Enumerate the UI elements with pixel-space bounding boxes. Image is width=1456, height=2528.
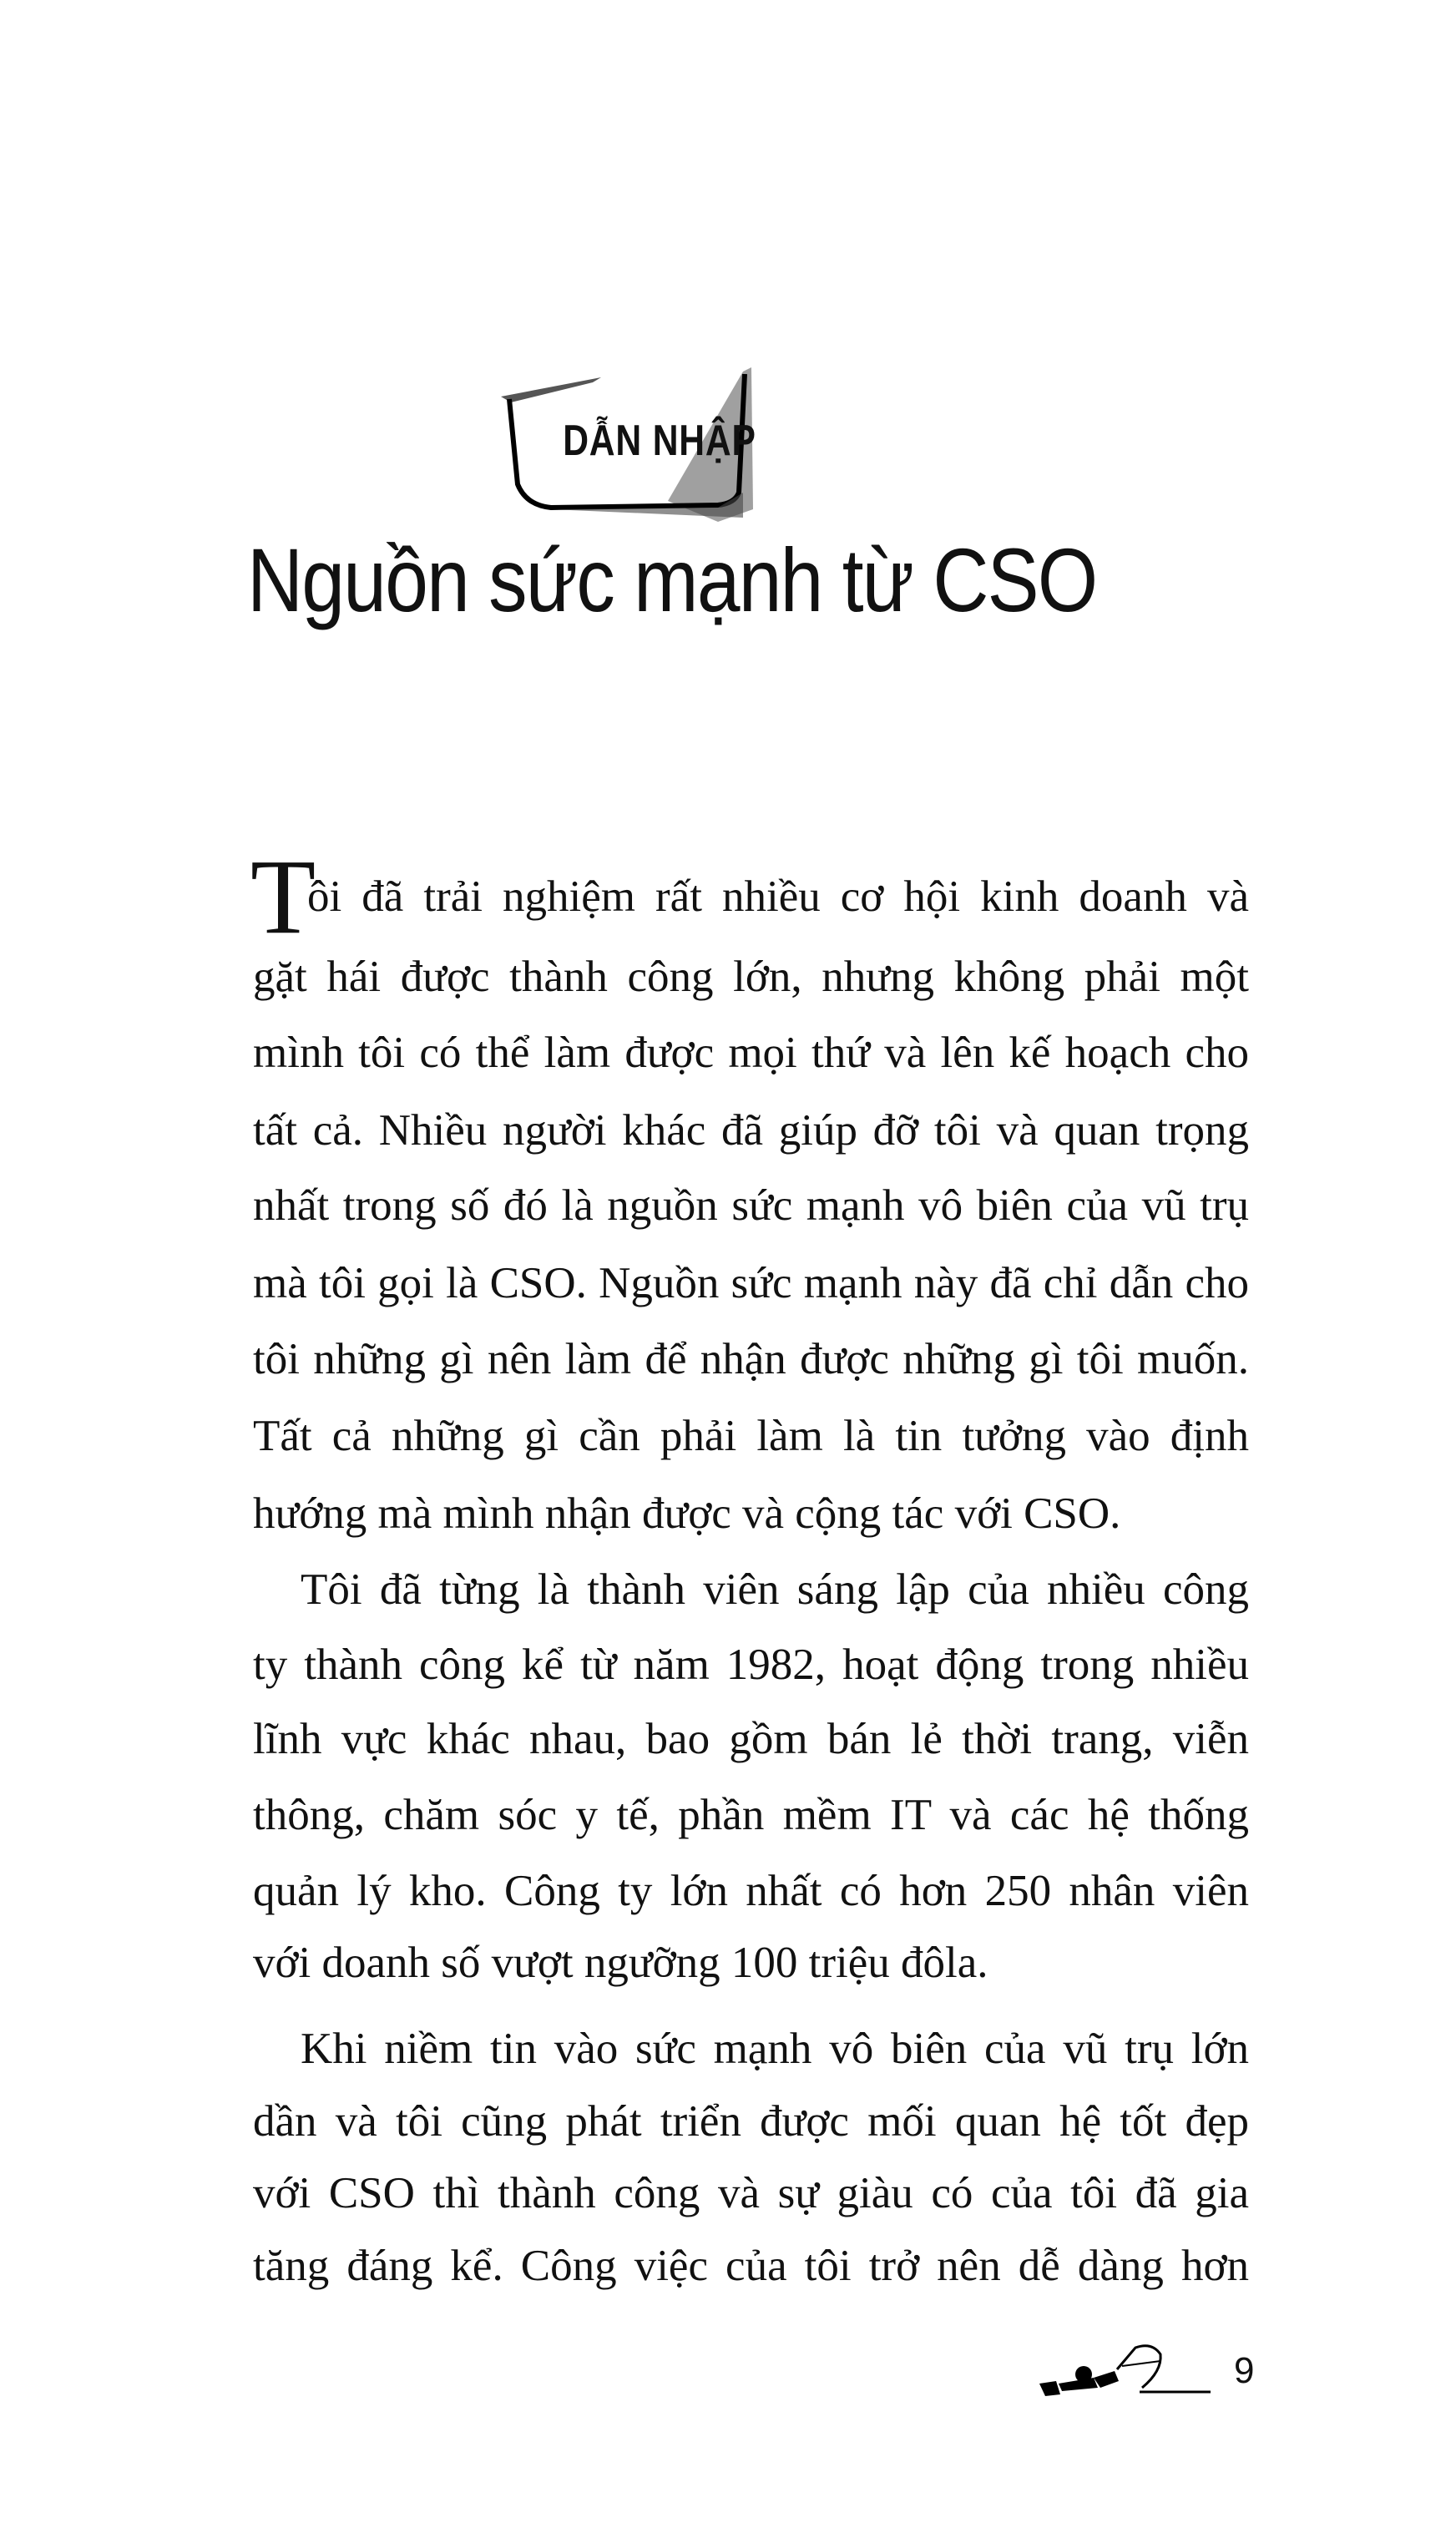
- text-line: Khi niềm tin vào sức mạnh vô biên của vũ trụ lớn: [301, 2025, 1249, 2073]
- text-line: gặt hái được thành công lớn, nhưng không phải một: [253, 953, 1249, 1001]
- chapter-title: Nguồn sức mạnh từ CSO: [247, 529, 1097, 630]
- drop-cap: T: [250, 837, 316, 956]
- text-line: ty thành công kể từ năm 1982, hoạt động trong nhiều: [253, 1641, 1249, 1689]
- text-line: tất cả. Nhiều người khác đã giúp đỡ tôi và quan trọng: [253, 1106, 1249, 1155]
- text-line: Tất cả những gì cần phải làm là tin tưởng vào định: [253, 1412, 1249, 1460]
- text-line: ôi đã trải nghiệm rất nhiều cơ hội kinh doanh và: [307, 872, 1249, 921]
- text-line: với doanh số vượt ngưỡng 100 triệu đôla.: [253, 1939, 988, 1987]
- text-line: nhất trong số đó là nguồn sức mạnh vô biên của vũ trụ: [253, 1181, 1249, 1230]
- text-line: tôi những gì nên làm để nhận được những gì tôi muốn.: [253, 1335, 1249, 1383]
- text-line: lĩnh vực khác nhau, bao gồm bán lẻ thời trang, viễn: [253, 1715, 1249, 1763]
- text-line: với CSO thì thành công và sự giàu có của tôi đã gia: [253, 2169, 1249, 2217]
- text-line: dần và tôi cũng phát triển được mối quan hệ tốt đẹp: [253, 2097, 1249, 2146]
- chapter-badge: [493, 367, 843, 526]
- text-line: mình tôi có thể làm được mọi thứ và lên kế hoạch cho: [253, 1029, 1249, 1077]
- text-line: thông, chăm sóc y tế, phần mềm IT và các hệ thống: [253, 1791, 1249, 1839]
- text-line: hướng mà mình nhận được và cộng tác với CSO.: [253, 1489, 1121, 1538]
- text-line: Tôi đã từng là thành viên sáng lập của nhiều công: [301, 1565, 1249, 1614]
- text-line: tăng đáng kể. Công việc của tôi trở nên dễ dàng hơn: [253, 2242, 1249, 2290]
- text-line: mà tôi gọi là CSO. Nguồn sức mạnh này đã chỉ dẫn cho: [253, 1259, 1249, 1307]
- page-number: 9: [1234, 2350, 1255, 2391]
- text-line: quản lý kho. Công ty lớn nhất có hơn 250 nhân viên: [253, 1867, 1249, 1915]
- chapter-label: DẪN NHẬP: [563, 417, 756, 465]
